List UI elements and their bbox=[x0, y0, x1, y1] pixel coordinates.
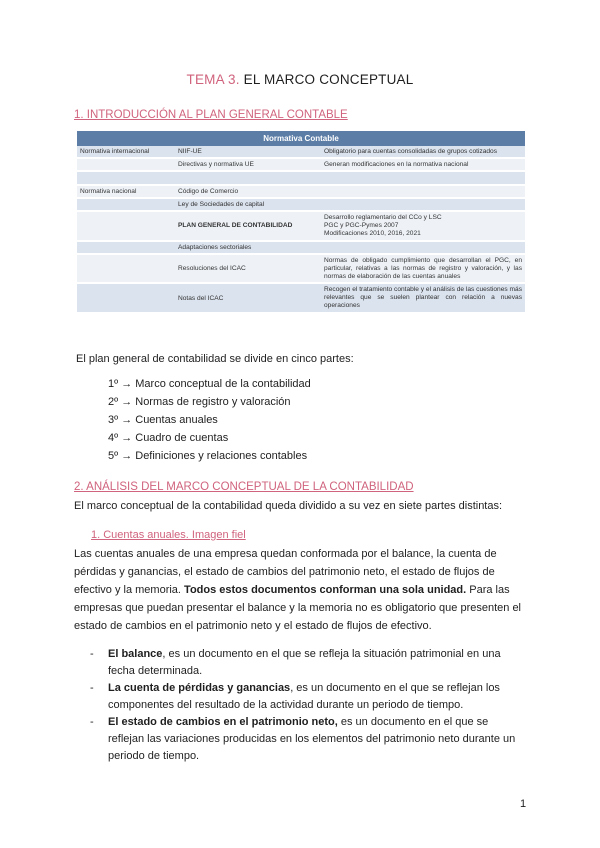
page-number: 1 bbox=[520, 798, 527, 810]
list-item: 1º → Marco conceptual de la contabilidad bbox=[108, 378, 311, 390]
table-cell bbox=[321, 198, 525, 211]
table-cell: Adaptaciones sectoriales bbox=[175, 241, 321, 254]
table-cell bbox=[77, 211, 175, 241]
table-cell: Ley de Sociedades de capital bbox=[175, 198, 321, 211]
table-cell bbox=[175, 171, 321, 185]
table-cell: Resoluciones del ICAC bbox=[175, 254, 321, 284]
list-item: 2º → Normas de registro y valoración bbox=[108, 396, 291, 408]
bullet-list bbox=[90, 646, 526, 765]
paragraph bbox=[74, 545, 526, 635]
bullet-bold: El balance bbox=[108, 648, 163, 660]
table-cell bbox=[77, 283, 175, 313]
list-item: 5º → Definiciones y relaciones contables bbox=[108, 450, 308, 462]
table-cell: Generan modificaciones en la normativa nacional bbox=[321, 158, 525, 171]
section-heading-1: 1. INTRODUCCIÓN AL PLAN GENERAL CONTABLE bbox=[74, 109, 348, 121]
table-row bbox=[77, 171, 525, 185]
table-cell: Obligatorio para cuentas consolidadas de grupos cotizados bbox=[321, 146, 525, 158]
table-cell: Normas de obligado cumplimiento que desarrollan el PGC, en particular, relativas a las normas de registro y valoración, y las normas de elaboración de las cuentas anuales bbox=[321, 254, 525, 284]
page-title bbox=[0, 72, 600, 87]
subheading-1: 1. Cuentas anuales. Imagen fiel bbox=[91, 529, 246, 541]
table-cell bbox=[77, 254, 175, 284]
table-cell: Directivas y normativa UE bbox=[175, 158, 321, 171]
table-cell bbox=[77, 198, 175, 211]
paragraph-text: Para las empresas que puedan presentar el balance y la memoria no es obligatorio que presenten el estado de cambios en el patrimonio neto y el estado de flujos de efectivo. bbox=[74, 584, 522, 632]
table-cell: Recogen el tratamiento contable y el análisis de las cuestiones más relevantes que se suelen plantear con relación a nuevas operaciones bbox=[321, 283, 525, 313]
table-cell bbox=[77, 158, 175, 171]
list-item: - El estado de cambios en el patrimonio neto, es un documento en el que se reflejan las variaciones producidas en los elementos del patrimonio neto durante un periodo de tiempo. bbox=[90, 716, 516, 762]
table-cell: Normativa nacional bbox=[77, 185, 175, 198]
paragraph-bold: Todos estos documentos conforman una sola unidad. bbox=[184, 584, 467, 596]
table-cell: Código de Comercio bbox=[175, 185, 321, 198]
table-header: Normativa Contable bbox=[77, 131, 525, 146]
table-cell bbox=[321, 171, 525, 185]
table-cell bbox=[77, 171, 175, 185]
title-text: EL MARCO CONCEPTUAL bbox=[243, 72, 414, 87]
table-row bbox=[77, 211, 525, 241]
bullet-text: es un documento en el que se reflejan las variaciones producidas en los elementos del patrimonio neto durante un periodo de tiempo. bbox=[108, 716, 516, 762]
table-row bbox=[77, 198, 525, 211]
table-cell: PLAN GENERAL DE CONTABILIDAD bbox=[175, 211, 321, 241]
intro-text: El plan general de contabilidad se divide en cinco partes: bbox=[76, 353, 354, 365]
table-cell: Notas del ICAC bbox=[175, 283, 321, 313]
bullet-bold: La cuenta de pérdidas y ganancias bbox=[108, 682, 291, 694]
table-row bbox=[77, 254, 525, 284]
list-item: 3º → Cuentas anuales bbox=[108, 414, 218, 426]
table-cell: NIIF-UE bbox=[175, 146, 321, 158]
list-item: - La cuenta de pérdidas y ganancias, es un documento en el que se reflejan los componentes del resultado de la actividad durante un periodo de tiempo. bbox=[90, 682, 500, 711]
parts-list bbox=[108, 375, 311, 465]
table-cell bbox=[321, 185, 525, 198]
table-row bbox=[77, 158, 525, 171]
list-item: - El balance, es un documento en el que se refleja la situación patrimonial en una fecha determinada. bbox=[90, 648, 501, 677]
table-cell bbox=[77, 241, 175, 254]
table-cell: Desarrollo reglamentario del CCo y LSC PGC y PGC-Pymes 2007 Modificaciones 2010, 2016, 2021 bbox=[321, 211, 525, 241]
table-row bbox=[77, 185, 525, 198]
title-number: TEMA 3. bbox=[186, 72, 240, 87]
section-heading-2: 2. ANÁLISIS DEL MARCO CONCEPTUAL DE LA CONTABILIDAD bbox=[74, 481, 414, 493]
bullet-text: , es un documento en el que se reflejan los componentes del resultado de la actividad durante un periodo de tiempo. bbox=[108, 682, 500, 711]
bullet-bold: El estado de cambios en el patrimonio neto, bbox=[108, 716, 338, 728]
section2-intro: El marco conceptual de la contabilidad queda dividido a su vez en siete partes distintas: bbox=[74, 500, 503, 512]
table-row bbox=[77, 146, 525, 158]
normativa-table bbox=[77, 131, 525, 314]
table-row bbox=[77, 283, 525, 313]
paragraph-text: Las cuentas anuales de una empresa quedan conformada por el balance, la cuenta de pérdidas y ganancias, el estado de cambios del patrimonio neto, el estado de flujos de efectivo y la memoria. bbox=[74, 548, 497, 596]
bullet-text: , es un documento en el que se refleja la situación patrimonial en una fecha determinada. bbox=[108, 648, 501, 677]
table-row bbox=[77, 241, 525, 254]
table-cell bbox=[321, 241, 525, 254]
list-item: 4º → Cuadro de cuentas bbox=[108, 432, 229, 444]
table-cell: Normativa internacional bbox=[77, 146, 175, 158]
